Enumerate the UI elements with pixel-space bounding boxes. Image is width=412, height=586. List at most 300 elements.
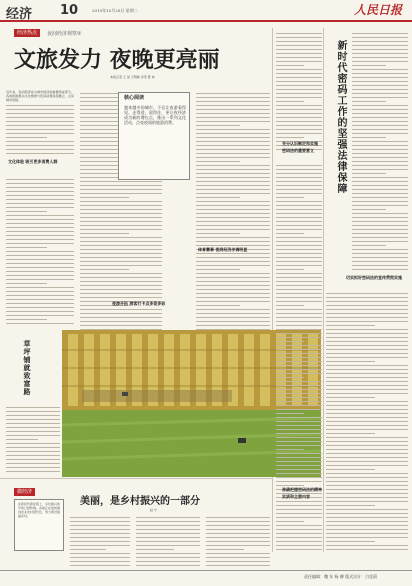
text-line xyxy=(276,297,322,298)
text-line xyxy=(326,501,408,502)
text-line xyxy=(276,505,322,506)
text-line xyxy=(276,33,322,34)
text-line xyxy=(326,293,408,294)
text-line xyxy=(196,209,270,210)
text-line xyxy=(326,353,408,354)
text-line xyxy=(80,189,162,190)
text-line xyxy=(276,65,304,66)
text-line xyxy=(206,517,270,518)
text-line xyxy=(352,49,408,50)
text-line xyxy=(196,237,270,238)
text-line xyxy=(326,349,408,350)
text-line xyxy=(352,225,408,226)
text-line xyxy=(6,125,74,126)
bottom-column-filler xyxy=(136,514,200,566)
text-line xyxy=(326,509,408,510)
text-line xyxy=(276,401,322,402)
text-line xyxy=(352,97,408,98)
text-line xyxy=(6,117,74,118)
text-line xyxy=(6,243,74,244)
text-line xyxy=(276,357,322,358)
text-line xyxy=(352,45,408,46)
text-line xyxy=(276,193,322,194)
text-line xyxy=(352,149,408,150)
text-line xyxy=(352,81,408,82)
text-line xyxy=(276,101,304,102)
text-line xyxy=(352,265,408,266)
text-line xyxy=(276,137,304,138)
text-line xyxy=(276,269,304,270)
text-line xyxy=(326,437,408,438)
text-line xyxy=(196,125,240,126)
text-line xyxy=(326,425,408,426)
text-line xyxy=(206,529,270,530)
text-line xyxy=(326,465,408,466)
text-line xyxy=(276,425,322,426)
text-line xyxy=(276,529,322,530)
text-line xyxy=(276,333,322,334)
text-line xyxy=(196,157,270,158)
text-line xyxy=(276,433,322,434)
text-line xyxy=(276,457,322,458)
text-line xyxy=(326,389,408,390)
text-line xyxy=(6,187,74,188)
text-line xyxy=(352,221,408,222)
text-line xyxy=(326,321,408,322)
text-line xyxy=(352,213,408,214)
text-line xyxy=(352,37,408,38)
text-line xyxy=(352,249,408,250)
text-line xyxy=(276,537,322,538)
text-line xyxy=(276,53,322,54)
text-line xyxy=(276,381,322,382)
text-line xyxy=(276,133,322,134)
text-line xyxy=(196,93,270,94)
text-line xyxy=(6,251,74,252)
text-line xyxy=(276,305,304,306)
text-line xyxy=(326,333,408,334)
text-line xyxy=(352,145,408,146)
text-line xyxy=(276,205,322,206)
text-line xyxy=(196,229,270,230)
text-line xyxy=(70,565,130,566)
text-line xyxy=(6,303,74,304)
text-line xyxy=(276,369,322,370)
text-line xyxy=(326,393,408,394)
text-line xyxy=(326,485,408,486)
text-line xyxy=(352,169,408,170)
text-line xyxy=(80,325,162,326)
text-line xyxy=(276,93,322,94)
text-line xyxy=(196,261,270,262)
text-line xyxy=(196,225,270,226)
text-line xyxy=(352,189,408,190)
text-line xyxy=(80,201,162,202)
text-line xyxy=(326,417,408,418)
text-line xyxy=(276,77,322,78)
text-line xyxy=(6,319,47,320)
bottom-intro-text: 在新时代新征程上，乡村振兴的号角已经吹响，各地正在加快推进农业农村现代化，努力建设美丽乡村。 xyxy=(18,502,60,518)
text-line xyxy=(136,541,200,542)
text-line xyxy=(6,267,74,268)
text-line xyxy=(136,517,200,518)
text-line xyxy=(80,293,162,294)
text-line xyxy=(276,233,304,234)
text-line xyxy=(352,161,408,162)
text-line xyxy=(6,431,60,432)
text-line xyxy=(80,213,162,214)
text-line xyxy=(6,323,74,324)
text-line xyxy=(70,529,130,530)
text-line xyxy=(276,45,322,46)
text-line xyxy=(276,321,322,322)
text-line xyxy=(196,277,270,278)
text-line xyxy=(352,209,386,210)
text-line xyxy=(276,169,322,170)
text-line xyxy=(276,97,322,98)
text-line xyxy=(352,229,408,230)
text-line xyxy=(326,381,408,382)
text-line xyxy=(276,197,304,198)
text-line xyxy=(326,449,408,450)
text-line xyxy=(326,325,375,326)
text-line xyxy=(326,345,408,346)
text-line xyxy=(70,561,130,562)
text-line xyxy=(352,133,408,134)
text-line xyxy=(352,157,408,158)
footer-rule xyxy=(0,570,412,571)
text-line xyxy=(196,317,270,318)
column-divider xyxy=(323,28,324,552)
text-line xyxy=(6,183,74,184)
text-line xyxy=(6,451,60,452)
text-line xyxy=(352,93,408,94)
text-line xyxy=(80,289,162,290)
text-line xyxy=(326,373,408,374)
text-line xyxy=(70,533,130,534)
text-line xyxy=(326,409,408,410)
text-line xyxy=(276,349,322,350)
text-line xyxy=(326,525,408,526)
text-line xyxy=(326,497,408,498)
text-line xyxy=(196,281,270,282)
text-line xyxy=(326,473,408,474)
lead-byline: 本报记者 王 昊 王明峰 李坚 陈 炜 xyxy=(110,75,155,79)
text-line xyxy=(276,125,322,126)
text-line xyxy=(196,153,270,154)
text-line xyxy=(276,225,322,226)
text-line xyxy=(326,505,375,506)
text-line xyxy=(352,205,408,206)
text-line xyxy=(326,481,408,482)
text-line xyxy=(196,133,270,134)
text-line xyxy=(276,461,322,462)
text-line xyxy=(276,389,322,390)
text-line xyxy=(6,211,47,212)
lawn-headline: 草坪铺就致富路 xyxy=(23,340,31,396)
text-line xyxy=(276,545,322,546)
text-line xyxy=(6,199,74,200)
text-line xyxy=(352,261,408,262)
text-line xyxy=(80,313,162,314)
text-line xyxy=(6,279,74,280)
text-line xyxy=(276,521,304,522)
text-line xyxy=(276,509,322,510)
text-line xyxy=(276,513,322,514)
text-line xyxy=(352,153,408,154)
text-line xyxy=(6,129,74,130)
text-line xyxy=(326,513,408,514)
text-line xyxy=(352,65,386,66)
text-line xyxy=(80,193,162,194)
text-line xyxy=(196,233,240,234)
text-line xyxy=(326,361,375,362)
text-line xyxy=(326,517,408,518)
text-line xyxy=(326,369,408,370)
text-line xyxy=(6,471,60,472)
text-line xyxy=(326,533,408,534)
text-line xyxy=(326,413,408,414)
text-line xyxy=(276,325,322,326)
text-line xyxy=(6,215,74,216)
text-line xyxy=(6,195,74,196)
text-line xyxy=(352,217,408,218)
newspaper-logo: 人民日报 xyxy=(354,3,403,17)
text-line xyxy=(276,281,322,282)
text-line xyxy=(276,445,322,446)
text-line xyxy=(80,245,162,246)
text-line xyxy=(276,217,322,218)
text-line xyxy=(352,141,408,142)
text-line xyxy=(352,41,408,42)
text-line xyxy=(196,221,270,222)
text-line xyxy=(6,407,60,408)
text-line xyxy=(326,461,408,462)
text-line xyxy=(276,229,322,230)
text-line xyxy=(276,361,322,362)
text-line xyxy=(276,81,322,82)
text-line xyxy=(326,405,408,406)
text-line xyxy=(352,53,408,54)
text-line xyxy=(6,283,47,284)
text-line xyxy=(326,457,408,458)
text-line xyxy=(196,177,270,178)
text-line xyxy=(80,321,162,322)
text-line xyxy=(6,291,74,292)
text-line xyxy=(326,521,408,522)
text-line xyxy=(6,219,74,220)
core-reading-title: 核心阅读 xyxy=(124,95,145,101)
section-name: 经济 xyxy=(6,7,33,22)
text-line xyxy=(352,61,408,62)
text-line xyxy=(352,257,408,258)
text-line xyxy=(196,289,270,290)
text-line xyxy=(6,235,74,236)
text-line xyxy=(80,241,162,242)
text-line xyxy=(326,341,408,342)
text-line xyxy=(80,217,162,218)
text-line xyxy=(196,301,270,302)
text-line xyxy=(196,321,270,322)
text-line xyxy=(196,181,270,182)
text-line xyxy=(196,109,270,110)
text-line xyxy=(326,401,408,402)
text-line xyxy=(352,33,408,34)
text-line xyxy=(6,423,60,424)
text-line xyxy=(6,467,60,468)
text-line xyxy=(70,557,130,558)
text-line xyxy=(6,247,47,248)
text-line xyxy=(276,377,304,378)
text-line xyxy=(6,255,74,256)
text-line xyxy=(80,297,162,298)
text-line xyxy=(276,517,322,518)
text-line xyxy=(196,161,240,162)
text-line xyxy=(196,165,270,166)
text-line xyxy=(276,105,322,106)
text-line xyxy=(196,185,270,186)
text-line xyxy=(136,557,200,558)
text-line xyxy=(276,37,322,38)
bottom-column-filler xyxy=(206,514,270,566)
text-line xyxy=(80,181,162,182)
text-line xyxy=(196,217,270,218)
text-line xyxy=(206,541,270,542)
text-line xyxy=(276,481,322,482)
text-line xyxy=(196,285,270,286)
text-line xyxy=(70,517,130,518)
lead-column-filler xyxy=(6,176,74,326)
text-line xyxy=(326,301,408,302)
text-line xyxy=(352,117,408,118)
text-line xyxy=(6,295,74,296)
text-line xyxy=(352,177,408,178)
text-line xyxy=(196,117,270,118)
text-line xyxy=(70,549,106,550)
text-line xyxy=(352,77,408,78)
text-line xyxy=(276,273,322,274)
text-line xyxy=(6,113,74,114)
text-line xyxy=(352,105,408,106)
text-line xyxy=(326,385,408,386)
text-line xyxy=(352,201,408,202)
subhead-culture: 文化体验 吸引更多消费人群 xyxy=(8,159,58,164)
text-line xyxy=(206,537,270,538)
text-line xyxy=(326,429,408,430)
text-line xyxy=(196,213,270,214)
text-line xyxy=(80,197,129,198)
text-line xyxy=(196,189,270,190)
text-line xyxy=(276,73,322,74)
text-line xyxy=(80,261,162,262)
text-line xyxy=(352,109,408,110)
text-line xyxy=(206,557,270,558)
text-line xyxy=(276,201,322,202)
text-line xyxy=(276,177,322,178)
text-line xyxy=(196,121,270,122)
text-line xyxy=(276,341,304,342)
text-line xyxy=(276,469,322,470)
text-line xyxy=(352,137,386,138)
text-line xyxy=(80,317,162,318)
text-line xyxy=(80,277,162,278)
text-line xyxy=(196,265,270,266)
text-line xyxy=(276,121,322,122)
section-subtitle: 夜间经济观察② xyxy=(47,31,82,37)
core-reading-text: 越来越多的城市，不仅让夜游看得见、走得进、留得住，更让夜经济成为新的增长点，推出一系列文化活动，点亮夜间的旅游消费。 xyxy=(124,105,186,125)
text-line xyxy=(196,113,270,114)
text-line xyxy=(80,269,129,270)
text-line xyxy=(352,253,408,254)
text-line xyxy=(6,287,74,288)
text-line xyxy=(6,223,74,224)
text-line xyxy=(6,191,74,192)
text-line xyxy=(206,561,270,562)
text-line xyxy=(276,373,322,374)
text-line xyxy=(276,213,322,214)
text-line xyxy=(6,427,60,428)
text-line xyxy=(276,365,322,366)
text-line xyxy=(276,417,322,418)
text-line xyxy=(196,325,270,326)
bottom-column-filler xyxy=(70,514,130,566)
text-line xyxy=(276,525,322,526)
text-line xyxy=(276,313,322,314)
text-line xyxy=(196,137,270,138)
text-line xyxy=(196,309,270,310)
text-line xyxy=(352,57,408,58)
text-line xyxy=(276,293,322,294)
text-line xyxy=(6,231,74,232)
text-line xyxy=(6,179,74,180)
text-line xyxy=(6,443,60,444)
issue-date: 2019年10月28日 星期二 xyxy=(92,8,138,13)
text-line xyxy=(196,297,270,298)
text-line xyxy=(136,521,200,522)
text-line xyxy=(6,239,74,240)
text-line xyxy=(196,129,270,130)
text-line xyxy=(276,253,322,254)
right-column-text xyxy=(276,30,322,150)
text-line xyxy=(136,549,174,550)
text-line xyxy=(276,61,322,62)
lead-column-filler xyxy=(196,90,270,330)
text-line xyxy=(326,337,408,338)
text-line xyxy=(6,133,74,134)
text-line xyxy=(6,311,74,312)
text-line xyxy=(276,413,304,414)
text-line xyxy=(276,277,322,278)
right-headline: 新时代密码工作的坚强法律保障 xyxy=(335,40,346,194)
text-line xyxy=(276,549,322,550)
bottom-section-tag: 微经济 xyxy=(14,488,35,496)
text-line xyxy=(80,265,162,266)
text-line xyxy=(276,449,304,450)
right-subhead-implementation: 切实抓好密码法的宣传贯彻实施 xyxy=(346,275,402,280)
text-line xyxy=(276,353,322,354)
text-line xyxy=(70,521,130,522)
text-line xyxy=(352,269,408,270)
text-line xyxy=(276,405,322,406)
text-line xyxy=(276,185,322,186)
text-line xyxy=(326,357,408,358)
text-line xyxy=(276,113,322,114)
bottom-byline: 赵 宁 xyxy=(150,508,157,512)
text-line xyxy=(276,289,322,290)
text-line xyxy=(326,377,408,378)
text-line xyxy=(276,89,322,90)
text-line xyxy=(70,545,130,546)
